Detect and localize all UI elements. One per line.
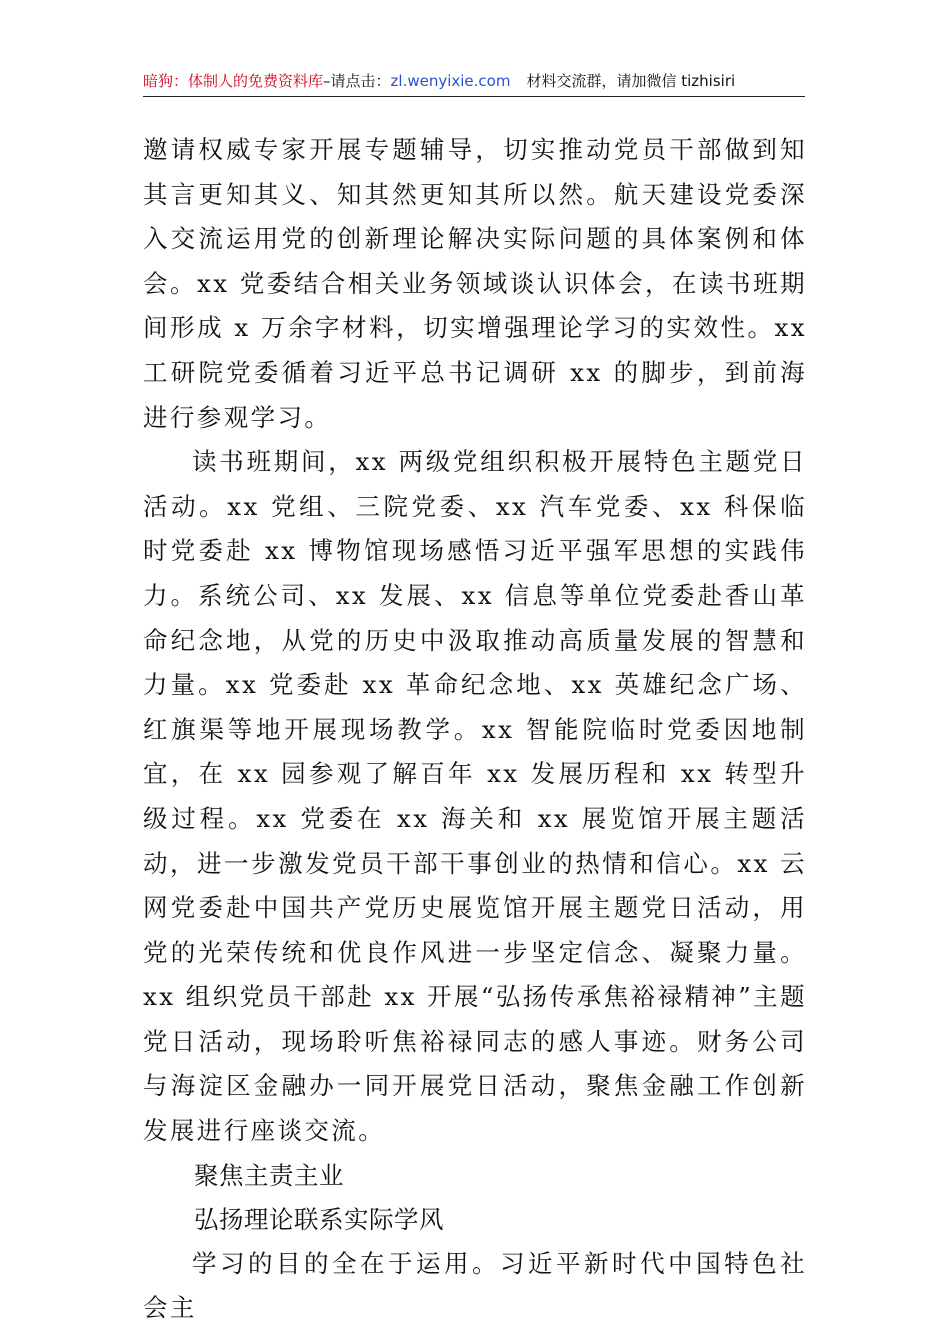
paragraph-application: 学习的目的全在于运用。习近平新时代中国特色社会主 — [143, 1248, 807, 1323]
paragraph-study-activities: 读书班期间，xx 两级党组织积极开展特色主题党日活动。xx 党组、三院党委、xx 汽车党委、xx 科保临时党委赴 xx 博物馆现场感悟习近平强军思想的实践伟力。系统公司、xx 发展、xx 信息等单位党委赴香山革命纪念地，从党的历史中汲取推动高质量发展的智慧和力量。xx 党委赴 xx 革命纪念地、xx 英雄纪念广场、红旗渠等地开展现场教学。xx 智能院临时党委因地制宜，在 xx 园参观了解百年 xx 发展历程和 xx 转型升级过程。xx 党委在 xx 海关和 xx 展览馆开展主题活动，进一步激发党员干部干事创业的热情和信心。xx 云网党委赴中国共产党历史展览馆开展主题党日活动，用党的光荣传统和优良作风进一步坚定信念、凝聚力量。xx 组织党员干部赴 xx 开展“弘扬传承焦裕禄精神”主题党日活动，现场聆听焦裕禄同志的感人事迹。财务公司与海淀区金融办一同开展党日活动，聚焦金融工作创新发展进行座谈交流。 — [143, 447, 807, 1146]
header-url-link[interactable]: zl.wenyixie.com — [390, 72, 511, 90]
paragraph-continued: 邀请权威专家开展专题辅导，切实推动党员干部做到知其言更知其义、知其然更知其所以然。航天建设党委深入交流运用党的创新理论解决实际问题的具体案例和体会。xx 党委结合相关业务领域谈认识体会，在读书班期间形成 x 万余字材料，切实增强理论学习的实效性。xx 工研院党委循着习近平总书记调研 xx 的脚步，到前海进行参观学习。 — [143, 135, 807, 432]
header-link-prefix: –请点击： — [323, 72, 391, 90]
document-body — [143, 128, 807, 1331]
page-header — [143, 66, 805, 97]
section-subheading-study-style: 弘扬理论联系实际学风 — [194, 1204, 444, 1234]
header-brand: 暗狗：体制人的免费资料库 — [143, 72, 324, 90]
header-contact: 材料交流群，请加微信 tizhisiri — [526, 72, 736, 90]
section-heading-focus: 聚焦主责主业 — [194, 1160, 344, 1190]
